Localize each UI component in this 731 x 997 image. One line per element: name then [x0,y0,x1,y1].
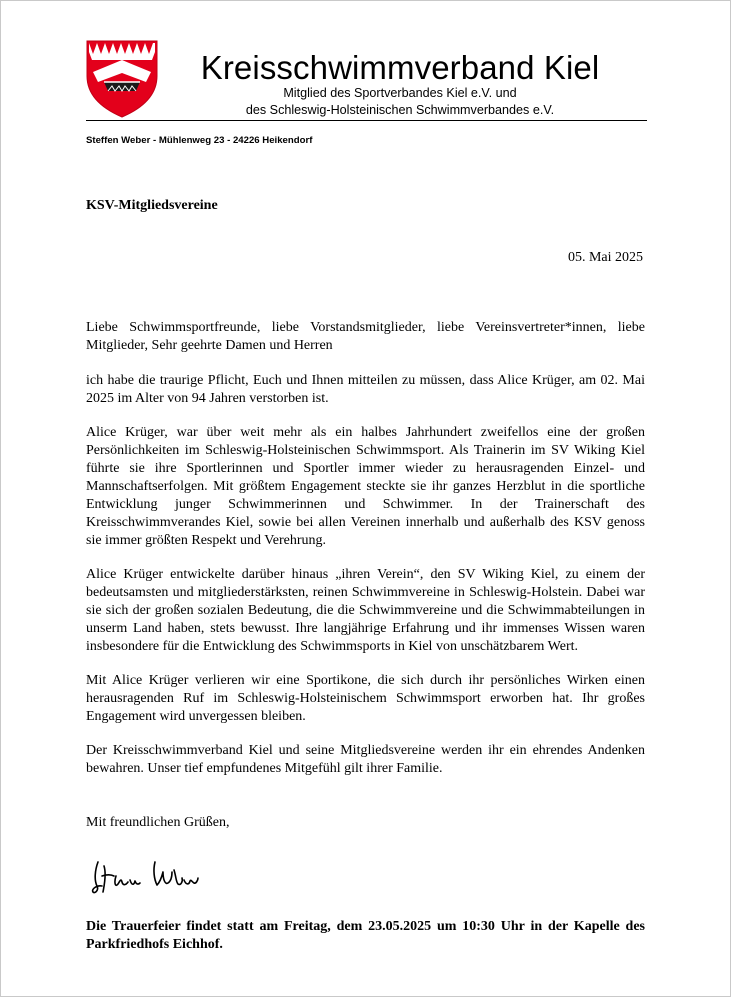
letterhead-divider [86,120,647,121]
recipient: KSV-Mitgliedsvereine [86,198,218,213]
body-paragraph-2: Alice Krüger, war über weit mehr als ein halbes Jahrhundert zweifellos eine der großen Persönlichkeiten im Schleswig-Holsteinischen Schwimmsport. Als Trainerin im SV Wiking Kiel führte sie ihre Sportlerinnen und Sportler immer wieder zu herausragenden Einzel- und Mannschaftserfolgen. Mit größtem Engagement steckte sie ihr ganzes Herzblut in die sportliche Entwicklung junger Schwimmerinnen und Schwimmer. In der Trainerschaft des Kreisschwimmverandes Kiel, sowie bei allen Vereinen innerhalb und außerhalb des KSV genoss sie immer größten Respekt und Verehrung. [86,425,645,548]
body-paragraph-3: Alice Krüger entwickelte darüber hinaus „ihren Verein“, den SV Wiking Kiel, zu einem der bedeutsamsten und mitgliederstärksten, reinen Schwimmvereine in Schleswig-Holstein. Dabei war sie sich der großen sozialen Bedeutung, die die Schwimmvereine und die Schwimmabteilungen in unserm Land haben, stets bewusst. Ihre langjährige Erfahrung und ihr immenses Wissen waren insbesondere für die Entwicklung des Schwimmsports in Kiel von unschätzbarem Wert. [86,567,645,654]
body-paragraph-4: Mit Alice Krüger verlieren wir eine Sportikone, die sich durch ihr persönliches Wirken einen herausragenden Ruf im Schleswig-Holsteinischem Schwimmsport erworben hat. Ihr großes Engagement wird unvergessen bleiben. [86,673,645,724]
organization-subtitle-line2: des Schleswig-Holsteinischen Schwimmverbandes e.V. [245,103,555,117]
funeral-notice: Die Trauerfeier findet statt am Freitag, dem 23.05.2025 um 10:30 Uhr in der Kapelle des Parkfriedhofs Eichhof. [86,919,645,952]
body-paragraph-5: Der Kreisschwimmverband Kiel und seine Mitgliedsvereine werden ihr ein ehrendes Andenken bewahren. Unser tief empfundenes Mitgefühl gilt ihrer Familie. [86,743,645,776]
handwritten-signature [86,852,206,902]
body-paragraph-1: ich habe die traurige Pflicht, Euch und Ihnen mitteilen zu müssen, dass Alice Krüger, am 02. Mai 2025 im Alter von 94 Jahren verstorben ist. [86,373,645,406]
sender-address: Steffen Weber - Mühlenweg 23 - 24226 Heikendorf [86,135,313,146]
organization-subtitle-line1: Mitglied des Sportverbandes Kiel e.V. und [283,86,517,100]
letter-body [86,319,645,778]
closing: Mit freundlichen Grüßen, [86,815,230,830]
kiel-coat-of-arms-icon [86,40,158,118]
letter-date: 05. Mai 2025 [567,250,643,265]
salutation: Liebe Schwimmsportfreunde, liebe Vorstandsmitglieder, liebe Vereinsvertreter*innen, liebe Mitglieder, Sehr geehrte Damen und Herren [86,320,645,353]
organization-name: Kreisschwimmverband Kiel [200,49,600,86]
